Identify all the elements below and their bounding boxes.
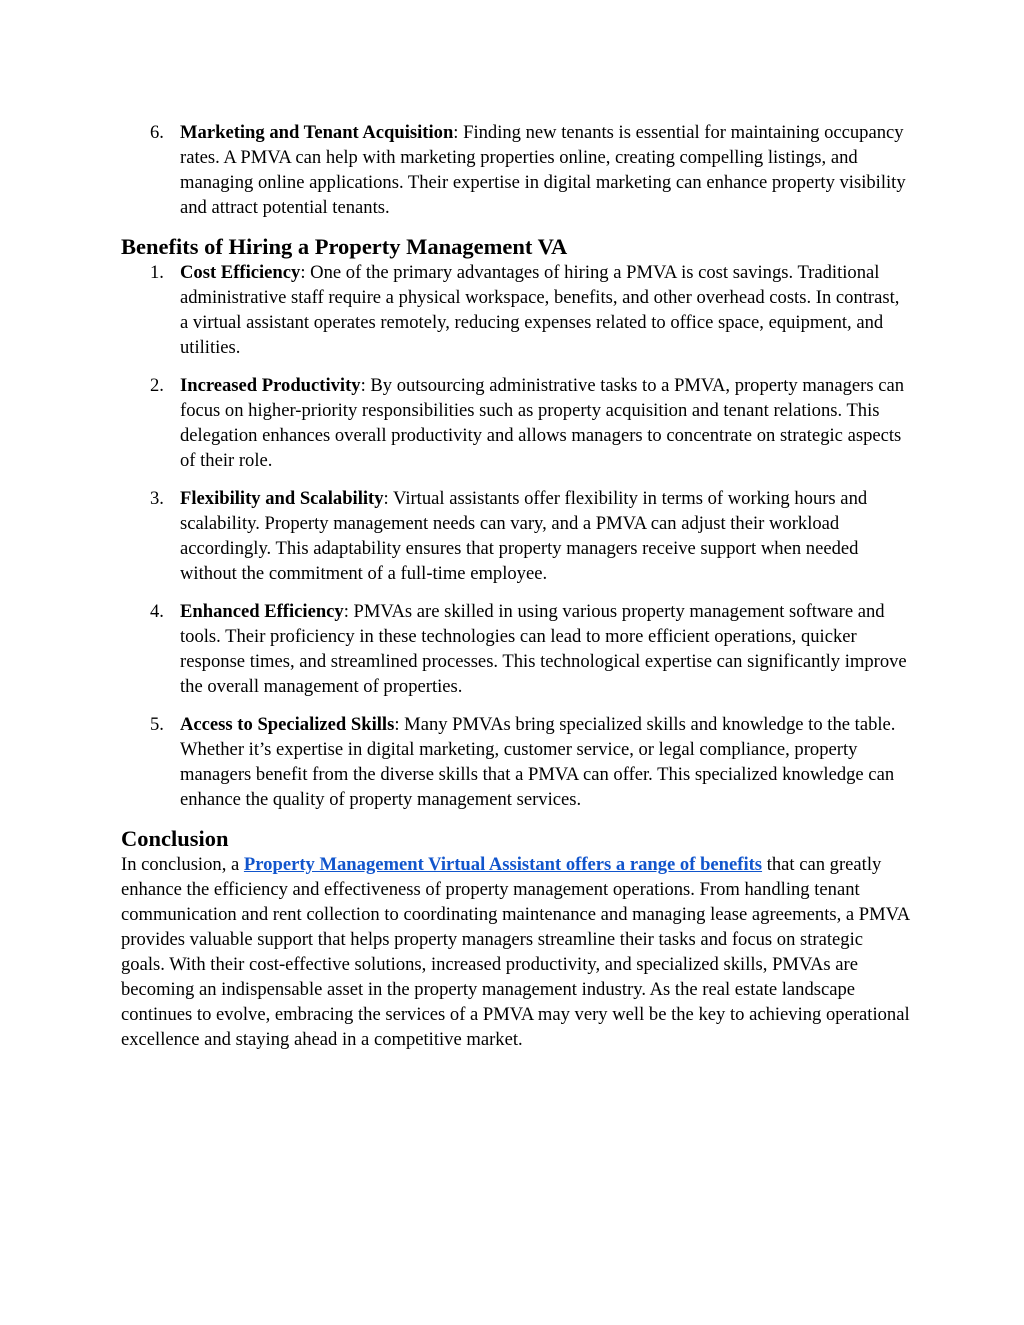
list-item-title: Enhanced Efficiency [180, 601, 344, 622]
list-item [121, 260, 911, 360]
list-item [121, 712, 911, 812]
list-item [121, 120, 911, 220]
list-item-text: : PMVAs are skilled in using various property management software and tools. Their proficiency in these technologies can lead to more efficient operations, quicker response times, and streamlined processes. This technological expertise can significantly improve the overall management of properties. [180, 601, 907, 697]
list-item-title: Flexibility and Scalability [180, 488, 384, 509]
list-item [121, 373, 911, 473]
list-item-title: Increased Productivity [180, 375, 361, 396]
list-item-title: Marketing and Tenant Acquisition [180, 122, 454, 143]
list-item-title: Cost Efficiency [180, 262, 301, 283]
list-item-text: : Virtual assistants offer flexibility in terms of working hours and scalability. Property management needs can vary, and a PMVA can adjust their workload accordingly. This adaptability ensures that property managers receive support when needed without the commitment of a full-time employee. [180, 488, 868, 584]
pmva-benefits-link[interactable]: Property Management Virtual Assistant offers a range of benefits [243, 854, 763, 875]
conclusion-text-before: In conclusion, a [121, 854, 244, 875]
list-item-title: Access to Specialized Skills [180, 714, 395, 735]
conclusion-paragraph [121, 852, 911, 1052]
list-item-number: 2. [150, 375, 164, 396]
list-item-number: 5. [150, 714, 164, 735]
list-item [121, 486, 911, 586]
conclusion-text-after: that can greatly enhance the efficiency and effectiveness of property management operations. From handling tenant communication and rent collection to coordinating maintenance and managing lease agreements, a PMVA provides valuable support that helps property managers streamline their tasks and focus on strategic goals. With their cost-effective solutions, increased productivity, and specialized skills, PMVAs are becoming an indispensable asset in the property management industry. As the real estate landscape continues to evolve, embracing the services of a PMVA may very well be the key to achieving operational excellence and staying ahead in a competitive market. [121, 854, 910, 1050]
benefits-heading: Benefits of Hiring a Property Management VA [121, 234, 568, 259]
list-item-number: 6. [150, 122, 164, 143]
list-item-number: 4. [150, 601, 164, 622]
benefits-list [121, 260, 911, 812]
list-item-number: 1. [150, 262, 164, 283]
services-list [121, 120, 911, 220]
list-item-text: : One of the primary advantages of hiring a PMVA is cost savings. Traditional administrative staff require a physical workspace, benefits, and other overhead costs. In contrast, a virtual assistant operates remotely, reducing expenses related to office space, equipment, and utilities. [180, 262, 900, 358]
conclusion-heading: Conclusion [121, 826, 229, 851]
document-page [121, 120, 911, 1052]
list-item-text: : Many PMVAs bring specialized skills and knowledge to the table. Whether it’s expertise in digital marketing, customer service, or legal compliance, property managers benefit from the diverse skills that a PMVA can offer. This specialized knowledge can enhance the quality of property management services. [180, 714, 896, 810]
list-item-text: : Finding new tenants is essential for maintaining occupancy rates. A PMVA can help with marketing properties online, creating compelling listings, and managing online applications. Their expertise in digital marketing can enhance property visibility and attract potential tenants. [180, 122, 906, 218]
list-item [121, 599, 911, 699]
list-item-text: : By outsourcing administrative tasks to a PMVA, property managers can focus on higher-priority responsibilities such as property acquisition and tenant relations. This delegation enhances overall productivity and allows managers to concentrate on strategic aspects of their role. [180, 375, 905, 471]
list-item-number: 3. [150, 488, 164, 509]
